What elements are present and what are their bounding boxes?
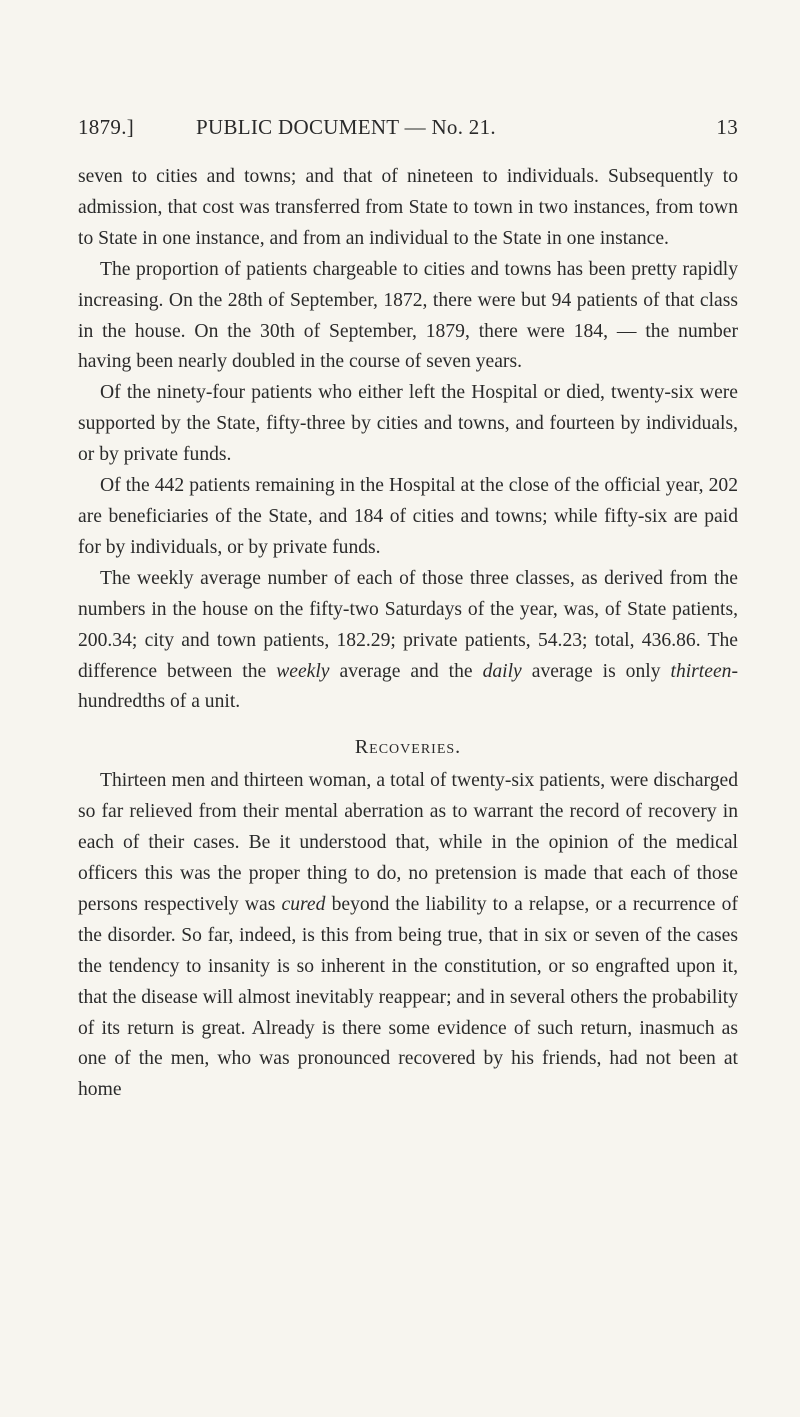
- page-number: 13: [716, 115, 738, 139]
- text-run: Thirteen men and thirteen woman, a total of twenty-six patients, were discharged so far relieved from their mental aberration as to warrant the record of recovery in each of their cases. Be it understood that, while in the opinion of the medical officers this was the proper thing to do, no pretension is made that each of those persons respectively was: [78, 770, 738, 915]
- paragraph: Of the 442 patients remaining in the Hospital at the close of the official year, 202 are beneficiaries of the State, and 184 of cities and towns; while fifty-six are paid for by individuals, or by private funds.: [78, 475, 738, 558]
- header-title: PUBLIC DOCUMENT — No. 21.: [196, 115, 496, 139]
- text-run: The weekly average number of each of those three classes, as derived from the numbers in the house on the fifty-two Saturdays of the year, was, of State patients, 200.34; city and town patients, 182.29; private patients, 54.23; total, 436.86. The difference between the: [78, 567, 738, 682]
- paragraph: [78, 766, 738, 1106]
- section-heading-recoveries: Recoveries.: [354, 736, 462, 759]
- paragraph: The proportion of patients chargeable to cities and towns has been pretty rapidly increasing. On the 28th of September, 1872, there were but 94 patients of that class in the house. On the 30th of September, 1879, there were 184, — the number having been nearly doubled in the course of seven years.: [78, 258, 738, 373]
- paragraph: Of the ninety-four patients who either left the Hospital or died, twenty-six were supported by the State, fifty-three by cities and towns, and fourteen by individuals, or by private funds.: [78, 382, 738, 466]
- italic-word: weekly: [276, 660, 330, 682]
- paragraph: [78, 564, 738, 719]
- header-year: 1879.]: [78, 115, 135, 139]
- text-run: average is only: [521, 660, 671, 682]
- page-header: [78, 115, 738, 145]
- text-run: -hundredths of a unit.: [78, 660, 738, 713]
- text-run: beyond the liability to a relapse, or a recurrence of the disorder. So far, indeed, is this from being true, that in six or seven of the cases the tendency to insanity is so inherent in the constitution, or so engrafted upon it, that the disease will almost inevitably reappear; and in several others the probability of its return is great. Already is there some evidence of such return, inasmuch as one of the men, who was pronounced recovered by his friends, had not been at home: [78, 893, 738, 1101]
- paragraph: seven to cities and towns; and that of nineteen to individuals. Subsequently to admission, that cost was transferred from State to town in two instances, from town to State in one instance, and from an individual to the State in one instance.: [78, 166, 738, 249]
- italic-word: cured: [281, 893, 326, 915]
- text-run: average and the: [329, 660, 483, 682]
- document-body: [78, 162, 738, 1106]
- italic-word: thirteen: [670, 660, 732, 682]
- italic-word: daily: [482, 660, 522, 682]
